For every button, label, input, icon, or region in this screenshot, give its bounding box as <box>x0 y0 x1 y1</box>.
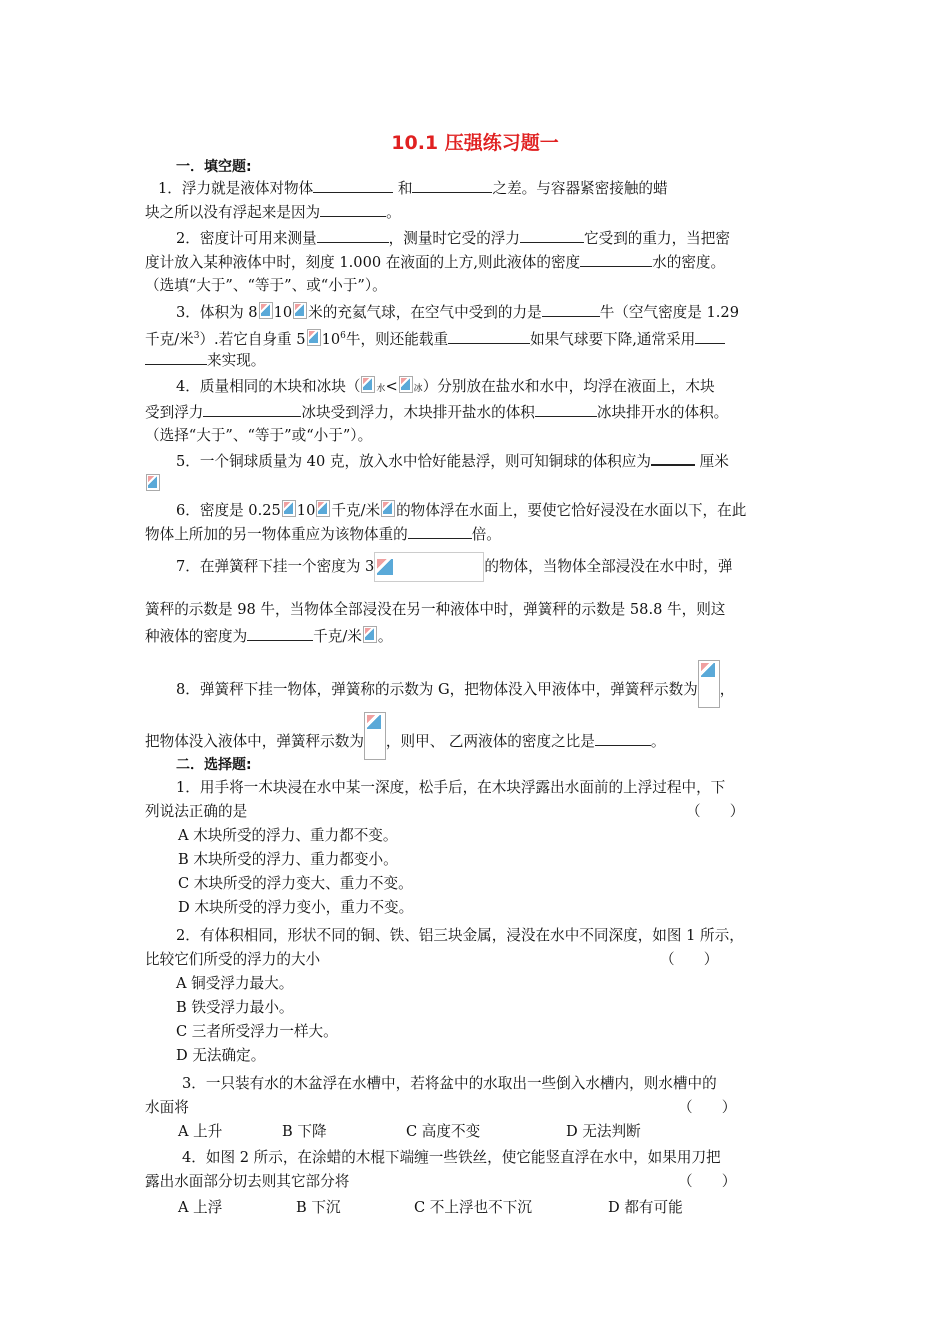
c3-option-d: D 无法判断 <box>566 1123 641 1140</box>
c1-option-c: C 木块所受的浮力变大、重力不变。 <box>178 875 413 892</box>
q3-line3: 来实现。 <box>145 350 265 371</box>
multiply-symbol-image <box>307 329 321 346</box>
q1-blank1 <box>313 178 393 193</box>
c2-line2: 比较它们所受的浮力的大小 <box>145 951 321 968</box>
c2-option-b: B 铁受浮力最小。 <box>176 999 294 1016</box>
cube-unit-image <box>363 626 377 643</box>
q3-line1: 3．体积为 8 10 米的充氦气球，在空气中受到的力是 牛（空气密度是 1.29 <box>176 304 739 321</box>
c1-option-b: B 木块所受的浮力、重力都变小。 <box>178 851 398 868</box>
c4-option-a: A 上浮 <box>178 1199 223 1216</box>
c1-option-d: D 木块所受的浮力变小，重力不变。 <box>178 899 414 916</box>
q1-line2: 块之所以没有浮起来是因为 。 <box>145 204 401 221</box>
c2-option-a: A 铜受浮力最大。 <box>176 975 294 992</box>
q7-blank <box>247 626 313 641</box>
q2-blank1 <box>317 228 389 243</box>
q4-line3: （选择“大于”、“等于”或“小于”）。 <box>145 427 373 444</box>
q6-line1: 6．密度是 0.25 10 千克/米 的物体浮在水面上，要使它恰好浸没在水面以下，在此 <box>176 502 747 519</box>
section-choice-heading: 二．选择题: <box>176 757 252 773</box>
c3-line2: 水面将 <box>145 1099 189 1116</box>
q6-line2: 物体上所加的另一物体重应为该物体重的 倍。 <box>145 526 501 543</box>
q6-blank <box>408 524 472 539</box>
multiply-symbol-image <box>282 500 296 517</box>
q2-blank2 <box>520 228 584 243</box>
q7-line3: 种液体的密度为 千克/米 。 <box>145 628 393 645</box>
c4-option-c: C 不上浮也不下沉 <box>414 1199 532 1216</box>
q4-blank2 <box>535 402 597 417</box>
c1-answer-paren: （ ） <box>686 803 745 820</box>
c1-line2: 列说法正确的是 <box>145 803 248 820</box>
c4-line1: 4．如图 2 所示，在涂蜡的木棍下端缠一些铁丝，使它能竖直浮在水中，如果用刀把 <box>182 1149 721 1166</box>
q2-line2: 度计放入某种液体中时，刻度 1.000 在液面的上方,则此液体的密度 水的密度。 <box>145 254 726 271</box>
q3-blank2 <box>448 329 530 344</box>
c1-line1: 1．用手将一木块浸在水中某一深度，松手后，在木块浮露出水面前的上浮过程中，下 <box>176 779 726 796</box>
q7-line2: 簧秤的示数是 98 牛，当物体全部浸没在另一种液体中时，弹簧秤的示数是 58.8 牛，则这 <box>145 601 726 618</box>
fraction-image <box>698 660 720 708</box>
q2-line1: 2．密度计可用来测量 ，测量时它受的浮力 它受到的重力，当把密 <box>176 230 730 247</box>
rho-symbol-image <box>399 376 413 393</box>
q7-line1: 7．在弹簧秤下挂一个密度为 3 的物体，当物体全部浸没在水中时，弹 <box>176 552 732 582</box>
q3-blank3a <box>695 329 725 344</box>
q8-blank <box>595 731 651 746</box>
c2-line1: 2．有体积相同，形状不同的铜、铁、铝三块金属，浸没在水中不同深度，如图 1 所示， <box>176 927 744 944</box>
c4-line2: 露出水面部分切去则其它部分将 <box>145 1173 350 1190</box>
c1-option-a: A 木块所受的浮力、重力都不变。 <box>178 827 398 844</box>
exponent-image <box>316 500 330 517</box>
q1-blank3 <box>320 202 386 217</box>
density-value-image <box>374 552 484 582</box>
rho-symbol-image <box>361 376 375 393</box>
q3-blank3b <box>145 350 207 365</box>
c4-option-d: D 都有可能 <box>608 1199 683 1216</box>
q8-line2: 把物体没入液体中，弹簧秤示数为 ，则甲、 乙两液体的密度之比是 。 <box>145 712 665 760</box>
q4-blank1 <box>203 402 301 417</box>
c2-option-c: C 三者所受浮力一样大。 <box>176 1023 338 1040</box>
c3-line1: 3．一只装有水的木盆浮在水槽中，若将盆中的水取出一些倒入水槽内，则水槽中的 <box>182 1075 717 1092</box>
page-title: 10.1 压强练习题一 <box>391 132 559 154</box>
cube-unit-image <box>146 474 160 491</box>
q2-blank3 <box>580 252 652 267</box>
c3-option-b: B 下降 <box>282 1123 327 1140</box>
q4-line2: 受到浮力 冰块受到浮力，木块排开盐水的体积 冰块排开水的体积。 <box>145 404 729 421</box>
c4-answer-paren: （ ） <box>678 1173 737 1190</box>
section-fill-in-heading: 一．填空题: <box>176 159 252 175</box>
c3-option-c: C 高度不变 <box>406 1123 481 1140</box>
q5-line2 <box>145 474 161 495</box>
c3-answer-paren: （ ） <box>678 1099 737 1116</box>
q4-line1: 4．质量相同的木块和冰块（ 水< 冰）分别放在盐水和水中，均浮在液面上，木块 <box>176 378 715 395</box>
cube-unit-image <box>381 500 395 517</box>
fraction-image <box>364 712 386 760</box>
c2-answer-paren: （ ） <box>660 951 719 968</box>
c2-option-d: D 无法确定。 <box>176 1047 266 1064</box>
q8-line1: 8．弹簧秤下挂一物体，弹簧称的示数为 G，把物体没入甲液体中，弹簧秤示数为 ， <box>176 660 734 708</box>
q3-blank1 <box>542 302 600 317</box>
q1-line1: 1．浮力就是液体对物体 和 之差。与容器紧密接触的蜡 <box>158 180 668 197</box>
q2-line3: （选填“大于”、“等于”、或“小于”）。 <box>145 277 387 294</box>
q5-line1: 5．一个铜球质量为 40 克，放入水中恰好能悬浮，则可知铜球的体积应为 厘米 <box>176 453 729 470</box>
multiply-symbol-image <box>259 302 273 319</box>
q5-blank <box>651 456 695 466</box>
q1-blank2 <box>412 178 492 193</box>
c4-option-b: B 下沉 <box>296 1199 341 1216</box>
c3-option-a: A 上升 <box>178 1123 223 1140</box>
q3-line2: 千克/米$^3$）.若它自身重 5 $10^6$牛，则还能载重 如果气球要下降,通常采用 <box>145 326 725 350</box>
exponent-image <box>293 302 307 319</box>
